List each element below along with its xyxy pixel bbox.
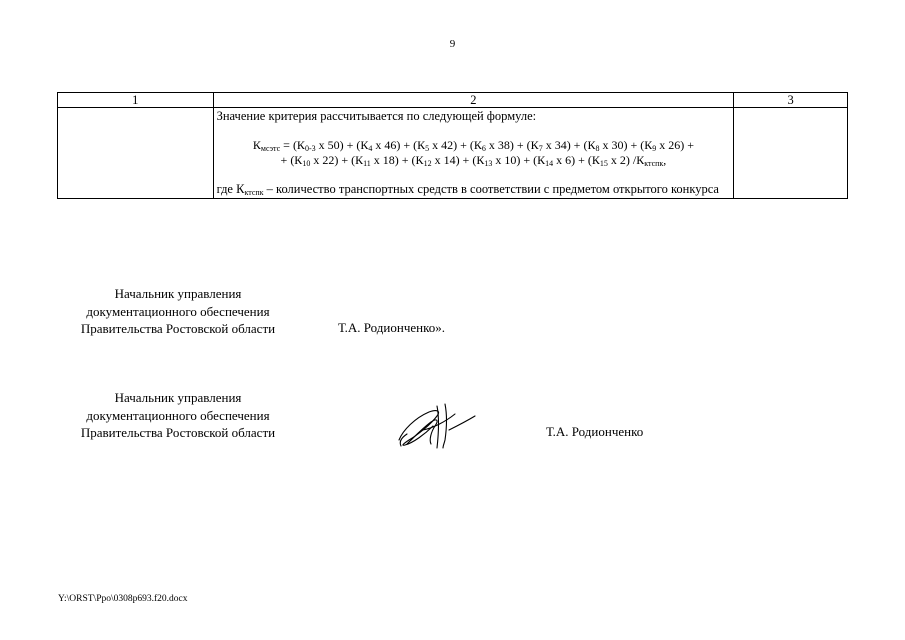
formula-text: К xyxy=(252,138,261,152)
formula-text: х 14) + (К xyxy=(431,153,485,167)
position-line: Правительства Ростовской области xyxy=(80,321,276,336)
formula-text: х 22) + (К xyxy=(310,153,364,167)
column-header-2: 2 xyxy=(213,93,734,108)
position-line: Правительства Ростовской области xyxy=(80,425,276,440)
formula-subscript: 6 xyxy=(481,144,486,153)
formula-subscript: 11 xyxy=(363,159,371,168)
formula-subscript: 5 xyxy=(425,144,430,153)
formula-text: х 34) + (К xyxy=(542,138,596,152)
table-header-row xyxy=(58,93,848,108)
formula-text: х 50) + (К xyxy=(315,138,369,152)
formula-subscript: 10 xyxy=(302,159,311,168)
formula-subscript: 9 xyxy=(652,144,657,153)
formula-subscript: мсэтс xyxy=(260,144,281,153)
formula-text: х 26) + xyxy=(656,138,694,152)
formula-subscript: 7 xyxy=(538,144,543,153)
formula-intro: Значение критерия рассчитывается по следующей формуле: xyxy=(216,109,537,123)
formula xyxy=(217,138,731,168)
cell-col3 xyxy=(734,108,848,199)
column-header-1: 1 xyxy=(58,93,214,108)
where-subscript: ктспк xyxy=(244,188,264,197)
table-row xyxy=(58,108,848,199)
where-text: – количество транспортных средств в соответствии с предметом открытого конкурса xyxy=(263,182,719,196)
formula-text: х 6) + (К xyxy=(553,153,600,167)
formula-text: , xyxy=(663,153,667,167)
formula-text: = (К xyxy=(280,138,305,152)
position-line: документационного обеспечения xyxy=(86,303,270,319)
column-header-3: 3 xyxy=(734,93,848,108)
formula-text: х 42) + (К xyxy=(429,138,482,152)
file-path: Y:\ORST\Ppo\0308p693.f20.docx xyxy=(58,594,188,604)
formula-text: х 30) + (К xyxy=(599,138,653,152)
formula-subscript: 4 xyxy=(368,144,373,153)
criteria-table xyxy=(57,92,848,199)
cell-col2 xyxy=(213,108,734,199)
formula-text: + (К xyxy=(280,153,303,167)
formula-subscript: ктспк xyxy=(644,159,664,168)
formula-subscript: 8 xyxy=(595,144,600,153)
formula-text: х 46) + (К xyxy=(372,138,426,152)
where-prefix: где К xyxy=(216,182,245,196)
formula-text: х 18) + (К xyxy=(370,153,424,167)
formula-subscript: 13 xyxy=(484,159,493,168)
signatory-name-1: Т.А. Родионченко». xyxy=(338,320,446,335)
formula-subscript: 0-3 xyxy=(304,144,316,153)
signatory-name-2: Т.А. Родионченко xyxy=(546,424,644,439)
page-number: 9 xyxy=(449,38,456,50)
position-line: документационного обеспечения xyxy=(86,407,270,423)
cell-col1 xyxy=(58,108,214,199)
formula-text: х 38) + (К xyxy=(485,138,539,152)
position-line: Начальник управления xyxy=(114,286,242,301)
formula-line-1 xyxy=(217,138,731,153)
formula-text: х 10) + (К xyxy=(492,153,546,167)
formula-subscript: 14 xyxy=(545,159,554,168)
handwritten-signature xyxy=(393,400,483,452)
position-line: Начальник управления xyxy=(114,390,242,405)
formula-line-2 xyxy=(217,153,731,168)
signature-position-2 xyxy=(58,389,298,442)
formula-text: х 2) /К xyxy=(607,153,645,167)
signature-position-1 xyxy=(58,285,298,338)
formula-explanation xyxy=(217,182,731,197)
formula-subscript: 15 xyxy=(599,159,608,168)
formula-subscript: 12 xyxy=(423,159,432,168)
